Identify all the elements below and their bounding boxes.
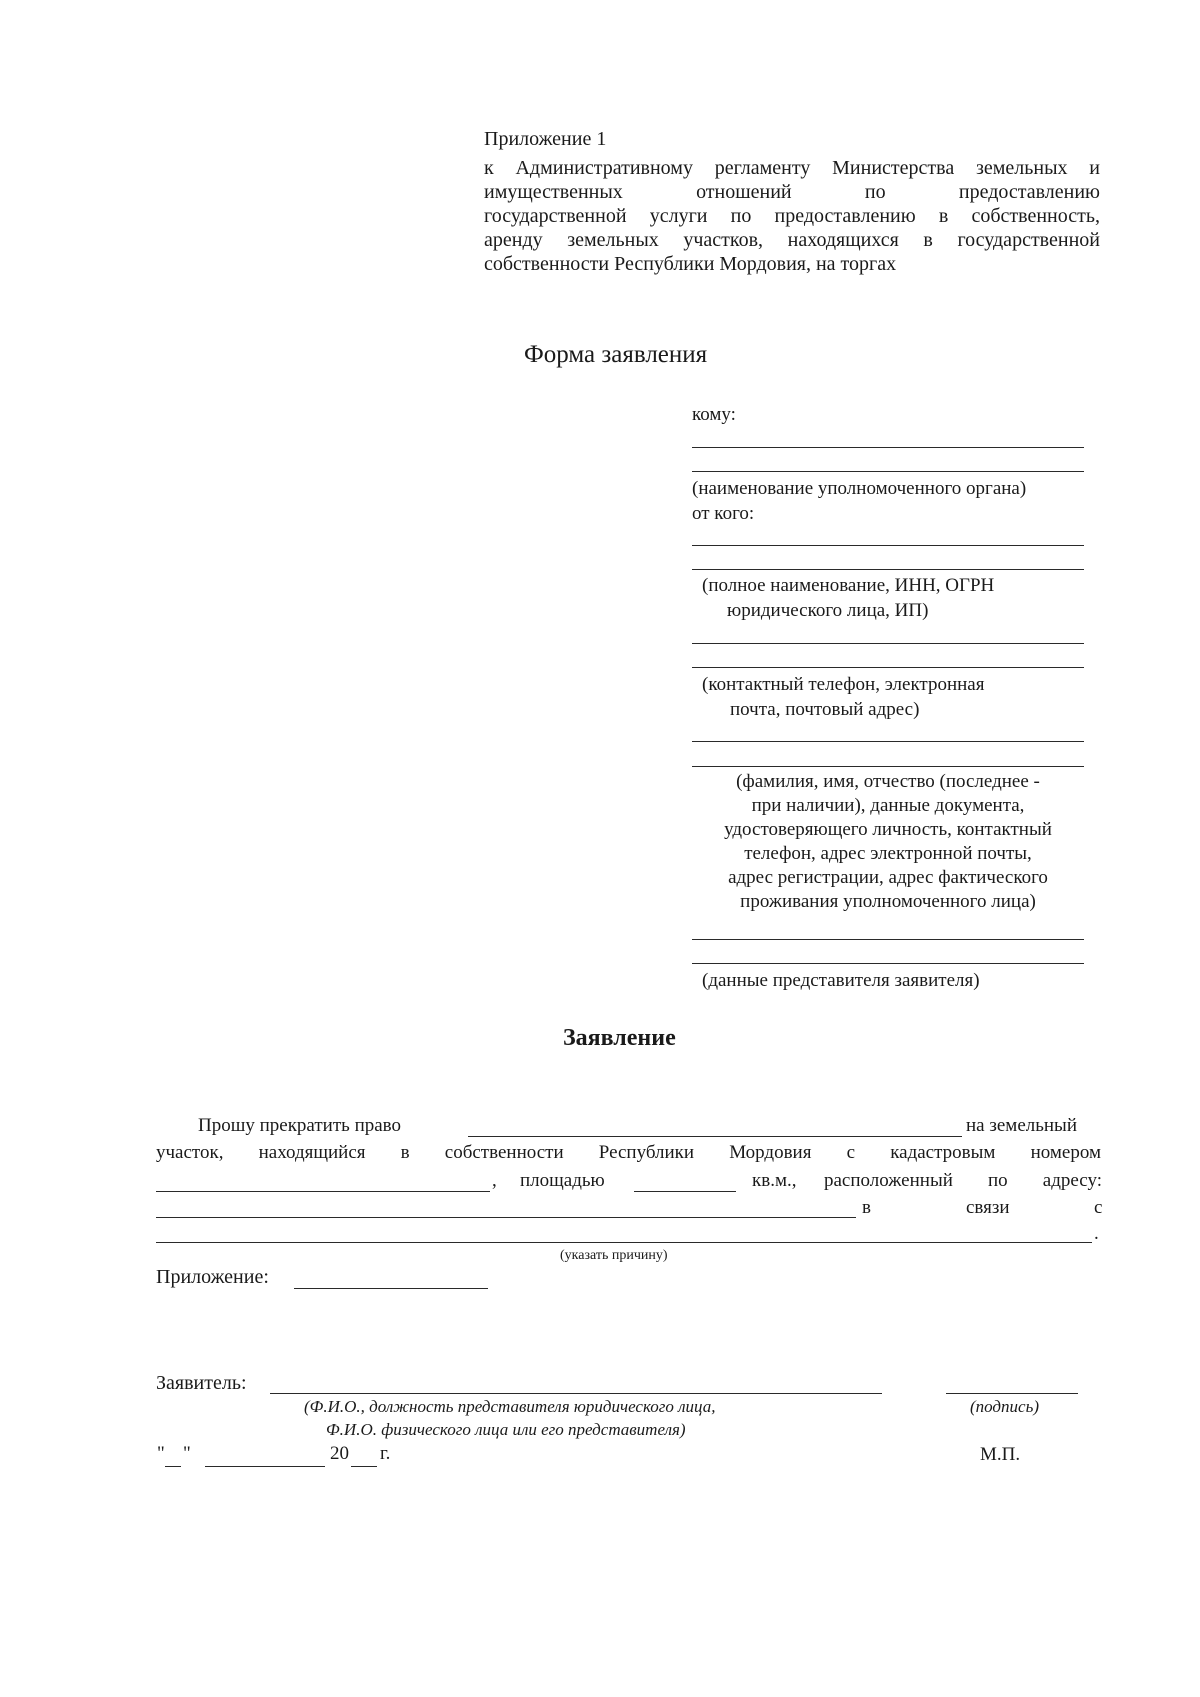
appendix-line-2: имущественных отношений по предоставлению — [484, 181, 1100, 203]
contact-line-2[interactable] — [692, 667, 1084, 668]
appendix-line-4: аренду земельных участков, находящихся в государственной — [484, 229, 1100, 251]
reason-field[interactable] — [156, 1242, 1092, 1243]
statement-line4-v: в — [862, 1197, 871, 1218]
appendix-text — [484, 156, 1100, 276]
from-caption-1: (полное наименование, ИНН, ОГРН — [702, 575, 995, 596]
to-line-2[interactable] — [692, 471, 1084, 472]
to-label: кому: — [692, 404, 736, 425]
contact-caption-1: (контактный телефон, электронная — [702, 674, 985, 695]
date-month-field[interactable] — [205, 1466, 325, 1467]
contact-line-1[interactable] — [692, 643, 1084, 644]
sign-caption: (подпись) — [970, 1397, 1039, 1416]
representative-line-1[interactable] — [692, 939, 1084, 940]
date-year: 20 — [330, 1443, 349, 1464]
person-caption-line-6: проживания уполномоченного лица) — [740, 891, 1036, 912]
person-caption — [692, 770, 1084, 914]
right-field[interactable] — [468, 1136, 962, 1137]
stamp-label: М.П. — [980, 1444, 1021, 1465]
address-field[interactable] — [156, 1217, 856, 1218]
person-line-2[interactable] — [692, 766, 1084, 767]
person-caption-line-5: адрес регистрации, адрес фактического — [728, 867, 1048, 888]
attachment-label: Приложение: — [156, 1266, 269, 1288]
applicant-name-field[interactable] — [270, 1393, 882, 1394]
attachment-field[interactable] — [294, 1288, 488, 1289]
representative-caption: (данные представителя заявителя) — [702, 970, 980, 991]
statement-line5-end: . — [1094, 1223, 1099, 1244]
date-day-field[interactable] — [165, 1466, 181, 1467]
date-year-suffix: г. — [380, 1443, 391, 1464]
cadastral-number-field[interactable] — [156, 1191, 490, 1192]
appendix-line-5: собственности Республики Мордовия, на торгах — [484, 253, 897, 275]
date-quote-close: " — [183, 1443, 191, 1464]
to-caption: (наименование уполномоченного органа) — [692, 478, 1027, 499]
from-label: от кого: — [692, 503, 755, 524]
representative-line-2[interactable] — [692, 963, 1084, 964]
person-line-1[interactable] — [692, 741, 1084, 742]
name-caption-1: (Ф.И.О., должность представителя юридического лица, — [304, 1397, 716, 1416]
contact-caption-2: почта, почтовый адрес) — [730, 699, 920, 720]
reason-caption: (указать причину) — [560, 1248, 668, 1263]
statement-line1-end: на земельный — [966, 1115, 1077, 1136]
appendix-line-1: к Административному регламенту Министерства земельных и — [484, 157, 1100, 179]
from-line-1[interactable] — [692, 545, 1084, 546]
date-quote-open: " — [157, 1443, 165, 1464]
appendix-line-3: государственной услуги по предоставлению в собственность, — [484, 205, 1100, 227]
signature-field[interactable] — [946, 1393, 1078, 1394]
statement-line3-units: кв.м., — [752, 1170, 797, 1191]
statement-line1-start: Прошу прекратить право — [198, 1115, 402, 1136]
form-title: Форма заявления — [524, 341, 708, 368]
statement-line3-rest: расположенный по адресу: — [824, 1170, 1102, 1191]
date-year-field[interactable] — [351, 1466, 377, 1467]
statement-line4-svyazi: связи — [966, 1197, 1010, 1218]
from-caption-2: юридического лица, ИП) — [727, 600, 929, 621]
statement-line3-comma: , — [492, 1170, 497, 1191]
person-caption-line-2: при наличии), данные документа, — [751, 795, 1025, 816]
applicant-label: Заявитель: — [156, 1372, 247, 1394]
name-caption-2: Ф.И.О. физического лица или его представителя) — [326, 1420, 686, 1439]
appendix-title: Приложение 1 — [484, 128, 607, 150]
area-field[interactable] — [634, 1191, 736, 1192]
person-caption-line-1: (фамилия, имя, отчество (последнее - — [736, 771, 1040, 792]
statement-line3-area: площадью — [520, 1170, 605, 1191]
statement-heading: Заявление — [563, 1025, 676, 1051]
person-caption-line-3: удостоверяющего личность, контактный — [724, 819, 1052, 840]
from-line-2[interactable] — [692, 569, 1084, 570]
person-caption-line-4: телефон, адрес электронной почты, — [744, 843, 1032, 864]
statement-line4-s: с — [1094, 1197, 1103, 1218]
to-line-1[interactable] — [692, 447, 1084, 448]
statement-line2: участок, находящийся в собственности Республики Мордовия с кадастровым номером — [156, 1142, 1101, 1163]
